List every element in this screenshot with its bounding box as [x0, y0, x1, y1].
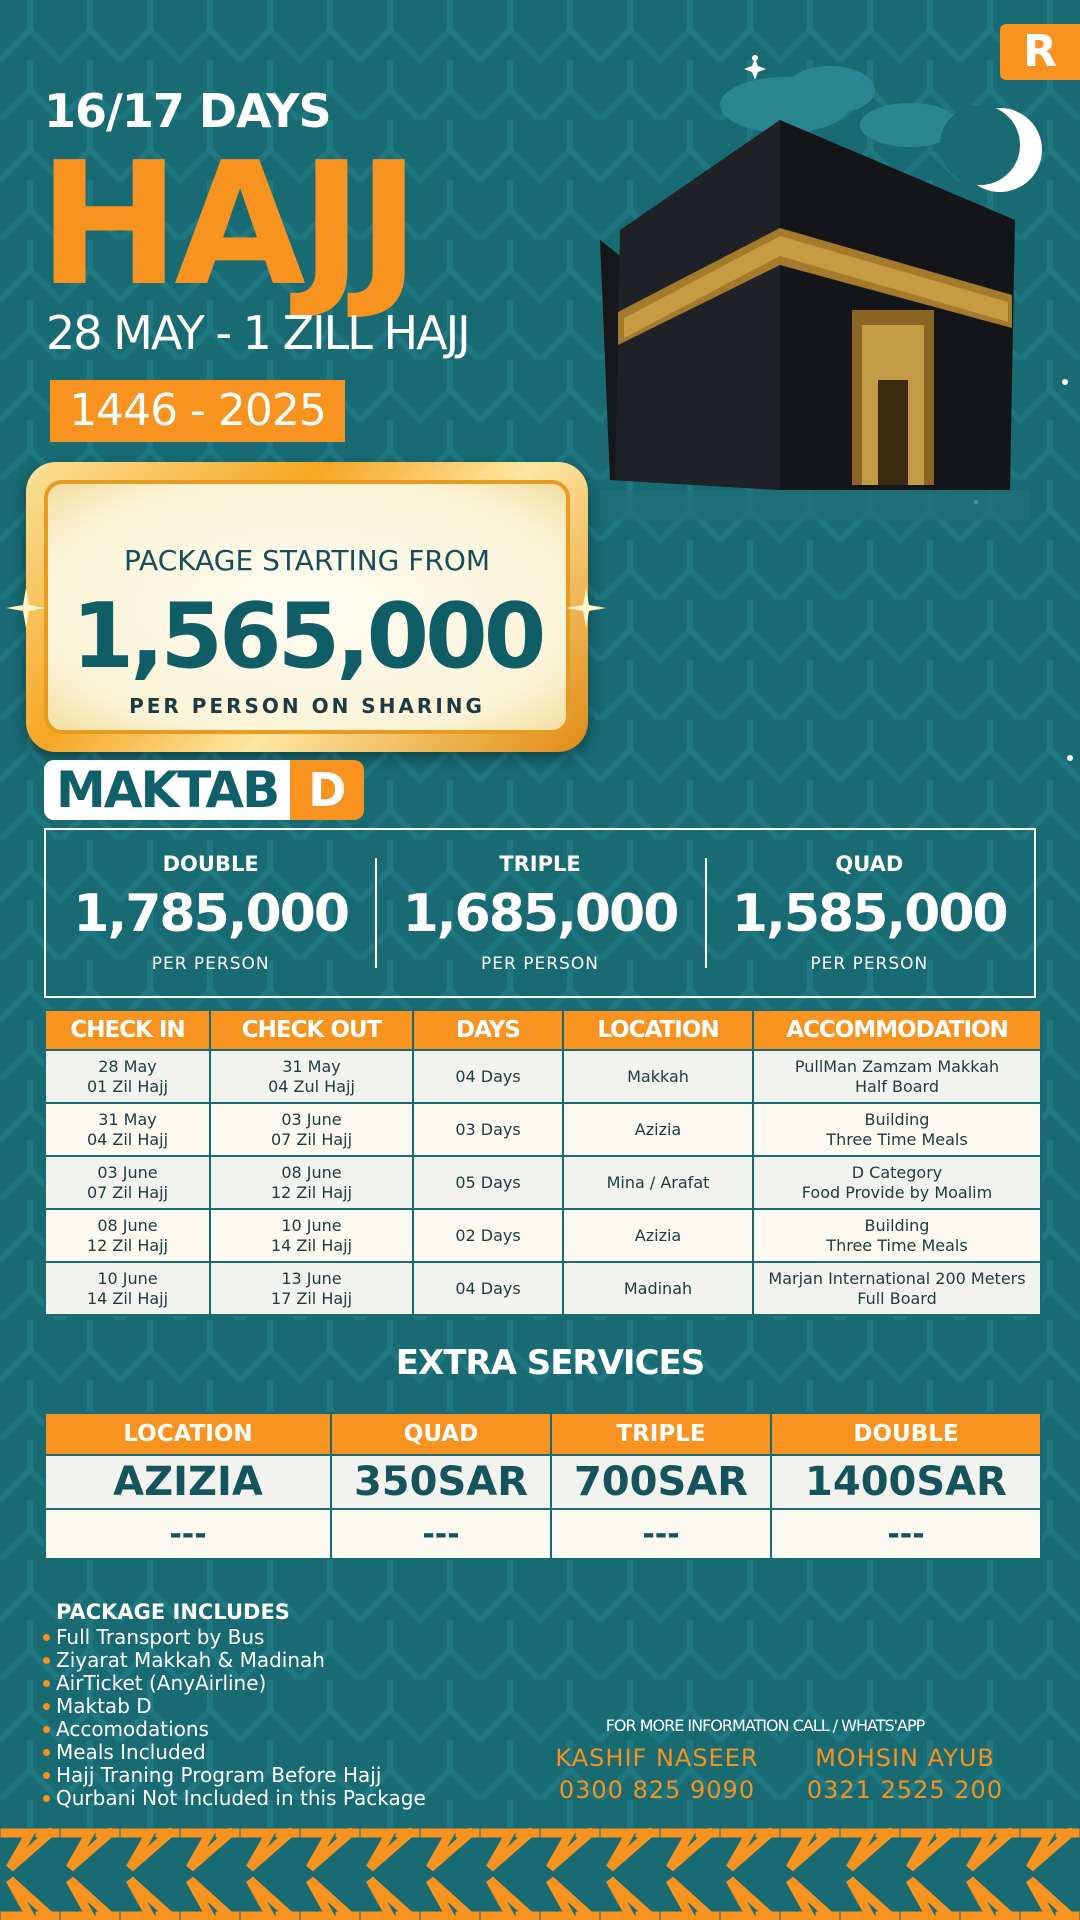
accommodation-cell: Building Three Time Meals — [753, 1103, 1041, 1156]
location-cell: Makkah — [563, 1050, 753, 1103]
rate-type: DOUBLE — [162, 852, 259, 876]
days-cell: 05 Days — [413, 1156, 563, 1209]
accommodation-cell: D Category Food Provide by Moalim — [753, 1156, 1041, 1209]
column-header: CHECK OUT — [210, 1010, 413, 1050]
package-heading: PACKAGE STARTING FROM — [123, 544, 491, 577]
accommodation-cell: PullMan Zamzam Makkah Half Board — [753, 1050, 1041, 1103]
column-header: ACCOMMODATION — [753, 1010, 1041, 1050]
extra-price-cell: --- — [331, 1509, 551, 1559]
extra-price-cell: 1400SAR — [771, 1455, 1041, 1509]
contact-mohsin[interactable] — [790, 1744, 1020, 1804]
table-row — [45, 1455, 1041, 1509]
list-item: Qurbani Not Included in this Package — [56, 1786, 426, 1810]
column-header: DAYS — [413, 1010, 563, 1050]
column-header: TRIPLE — [551, 1413, 771, 1455]
itinerary-header-row — [45, 1010, 1041, 1050]
rate-triple — [375, 830, 704, 996]
extra-location-cell: --- — [45, 1509, 331, 1559]
package-subtext: PER PERSON ON SHARING — [129, 694, 485, 718]
year-badge: 1446 - 2025 — [50, 380, 345, 442]
column-header: LOCATION — [45, 1413, 331, 1455]
location-cell: Madinah — [563, 1262, 753, 1315]
days-cell: 03 Days — [413, 1103, 563, 1156]
kaaba-illustration — [600, 50, 1060, 520]
extra-price-cell: 350SAR — [331, 1455, 551, 1509]
rate-value: 1,585,000 — [731, 884, 1007, 944]
price-card — [26, 462, 588, 752]
check-out-cell: 03 June 07 Zil Hajj — [210, 1103, 413, 1156]
check-in-cell: 08 June 12 Zil Hajj — [45, 1209, 210, 1262]
price-card-inner — [44, 480, 570, 734]
days-cell: 04 Days — [413, 1262, 563, 1315]
sparkle-icon — [6, 588, 46, 628]
package-price: 1,565,000 — [71, 584, 543, 689]
extra-header-row — [45, 1413, 1041, 1455]
extra-services-title: EXTRA SERVICES — [395, 1343, 705, 1383]
list-item: Meals Included — [56, 1741, 426, 1764]
contact-name: KASHIF NASEER — [555, 1744, 759, 1772]
location-cell: Azizia — [563, 1209, 753, 1262]
rate-unit: PER PERSON — [481, 954, 599, 974]
days-cell: 02 Days — [413, 1209, 563, 1262]
column-header: LOCATION — [563, 1010, 753, 1050]
contact-kashif[interactable] — [542, 1744, 772, 1804]
accommodation-cell: Marjan International 200 Meters Full Board — [753, 1262, 1041, 1315]
check-in-cell: 28 May 01 Zil Hajj — [45, 1050, 210, 1103]
extra-price-cell: 700SAR — [551, 1455, 771, 1509]
list-item: Ziyarat Makkah & Madinah — [56, 1649, 426, 1672]
extra-price-cell: --- — [771, 1509, 1041, 1559]
rate-quad — [705, 830, 1034, 996]
list-item: Full Transport by Bus — [56, 1626, 426, 1649]
itinerary-table — [44, 1009, 1042, 1316]
package-includes — [56, 1600, 426, 1810]
check-out-cell: 13 June 17 Zil Hajj — [210, 1262, 413, 1315]
extra-services-table — [44, 1412, 1042, 1560]
maktab-badge — [44, 760, 364, 820]
rate-unit: PER PERSON — [810, 954, 929, 974]
hajj-title: HAJJ — [38, 126, 415, 324]
table-row — [45, 1509, 1041, 1559]
accommodation-cell: Building Three Time Meals — [753, 1209, 1041, 1262]
table-row — [45, 1156, 1041, 1209]
duration-label: 16/17 DAYS — [44, 84, 331, 138]
table-row — [45, 1103, 1041, 1156]
rate-double — [46, 830, 375, 996]
rate-type: TRIPLE — [499, 852, 581, 876]
maktab-letter: D — [290, 760, 364, 820]
list-item: Hajj Traning Program Before Hajj — [56, 1764, 426, 1787]
check-in-cell: 31 May 04 Zil Hajj — [45, 1103, 210, 1156]
check-in-cell: 03 June 07 Zil Hajj — [45, 1156, 210, 1209]
check-out-cell: 08 June 12 Zil Hajj — [210, 1156, 413, 1209]
contact-name: MOHSIN AYUB — [815, 1744, 995, 1772]
table-row — [45, 1262, 1041, 1315]
contact-phone[interactable]: 0321 2525 200 — [806, 1776, 1004, 1804]
extra-price-cell: --- — [551, 1509, 771, 1559]
brand-logo: R — [1000, 24, 1080, 80]
table-row — [45, 1050, 1041, 1103]
table-row — [45, 1209, 1041, 1262]
sparkle-icon — [566, 588, 606, 628]
column-header: DOUBLE — [771, 1413, 1041, 1455]
contact-heading: FOR MORE INFORMATION CALL / WHATS'APP — [605, 1716, 925, 1735]
location-cell: Azizia — [563, 1103, 753, 1156]
footer-pattern-band — [0, 1828, 1080, 1920]
check-out-cell: 10 June 14 Zil Hajj — [210, 1209, 413, 1262]
column-header: QUAD — [331, 1413, 551, 1455]
includes-title: PACKAGE INCLUDES — [56, 1600, 290, 1624]
check-in-cell: 10 June 14 Zil Hajj — [45, 1262, 210, 1315]
rate-type: QUAD — [835, 852, 904, 876]
rate-value: 1,785,000 — [73, 884, 349, 944]
room-rates — [44, 828, 1036, 998]
extra-location-cell: AZIZIA — [45, 1455, 331, 1509]
days-cell: 04 Days — [413, 1050, 563, 1103]
list-item: Accomodations — [56, 1718, 426, 1741]
contact-phone[interactable]: 0300 825 9090 — [558, 1776, 756, 1804]
date-range: 28 MAY - 1 ZILL HAJJ — [46, 306, 469, 360]
maktab-label: MAKTAB — [44, 760, 290, 820]
column-header: CHECK IN — [45, 1010, 210, 1050]
list-item: AirTicket (AnyAirline) — [56, 1672, 426, 1695]
check-out-cell: 31 May 04 Zul Hajj — [210, 1050, 413, 1103]
rate-value: 1,685,000 — [402, 884, 678, 944]
location-cell: Mina / Arafat — [563, 1156, 753, 1209]
rate-unit: PER PERSON — [151, 954, 270, 974]
list-item: Maktab D — [56, 1695, 426, 1718]
